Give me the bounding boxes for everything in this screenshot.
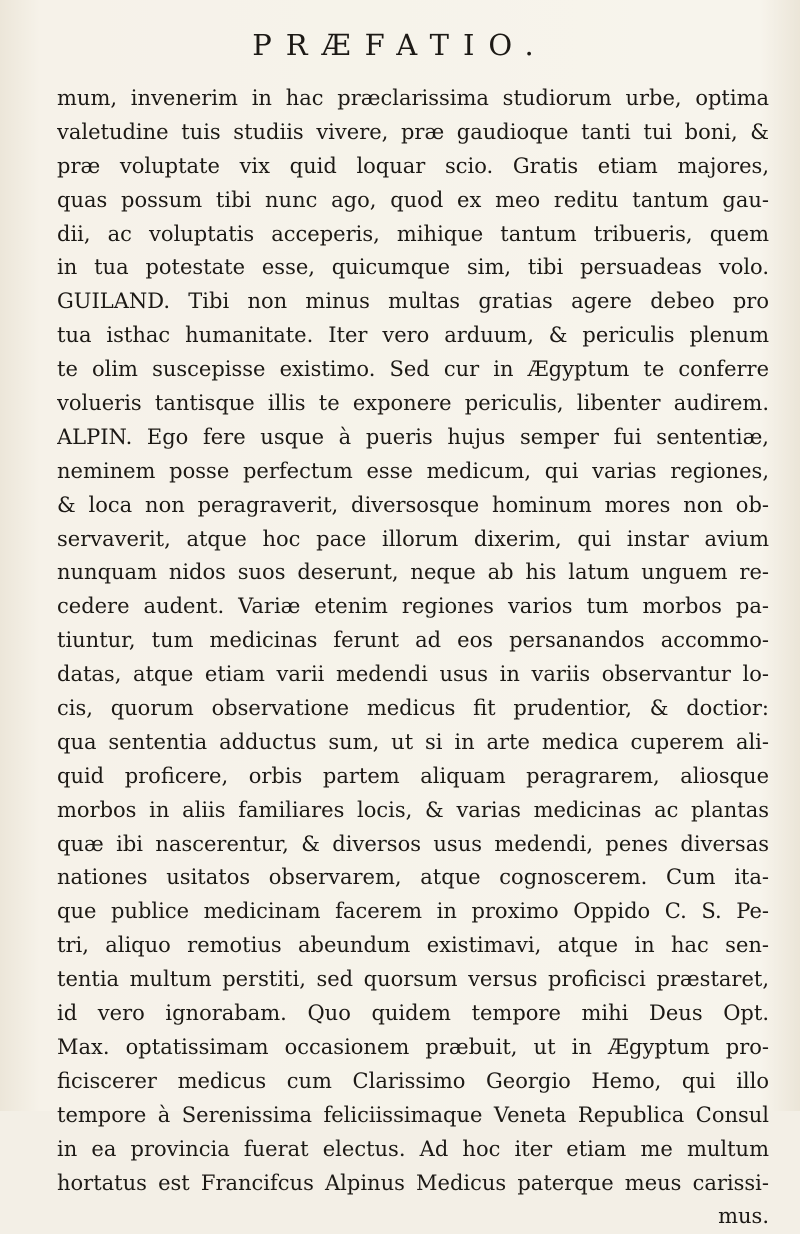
- text-line: in tua potestate esse, quicumque sim, tibi persuadeas volo.: [57, 255, 769, 280]
- text-line: præ voluptate vix quid loquar scio. Gratis etiam majores,: [57, 153, 769, 178]
- body-text: [57, 82, 769, 1234]
- text-line: hortatus est Francifcus Alpinus Medicus paterque meus carissi-: [57, 1170, 769, 1195]
- text-line: tri, aliquo remotius abeundum existimavi, atque in hac sen-: [57, 933, 769, 958]
- text-line: qua sententia adductus sum, ut si in arte medica cuperem ali-: [57, 729, 769, 754]
- text-line: volueris tantisque illis te exponere periculis, libenter audirem.: [57, 391, 769, 416]
- text-line: nationes usitatos observarem, atque cognoscerem. Cum ita-: [57, 865, 769, 890]
- text-line: cedere audent. Variæ etenim regiones varios tum morbos pa-: [57, 594, 769, 619]
- text-line: id vero ignorabam. Quo quidem tempore mihi Deus Opt.: [57, 1001, 769, 1026]
- text-line: GUILAND. Tibi non minus multas gratias agere debeo pro: [57, 289, 769, 314]
- text-line: cis, quorum observatione medicus fit prudentior, & doctior:: [57, 696, 769, 721]
- text-line: ficiscerer medicus cum Clarissimo Georgio Hemo, qui illo: [57, 1068, 769, 1093]
- text-line: dii, ac voluptatis acceperis, mihique tantum tribueris, quem: [57, 221, 769, 246]
- text-line: morbos in aliis familiares locis, & varias medicinas ac plantas: [57, 797, 769, 822]
- text-line: que publice medicinam facerem in proximo Oppido C. S. Pe-: [57, 899, 769, 924]
- text-line: mus.: [718, 1204, 769, 1229]
- text-line: tentia multum perstiti, sed quorsum versus proficisci præstaret,: [57, 967, 769, 992]
- text-line: & loca non peragraverit, diversosque hominum mores non ob-: [57, 492, 769, 517]
- text-line: quas possum tibi nunc ago, quod ex meo reditu tantum gau-: [57, 187, 769, 212]
- text-line: Max. optatissimam occasionem præbuit, ut in Ægyptum pro-: [57, 1034, 769, 1059]
- text-line: servaverit, atque hoc pace illorum dixerim, qui instar avium: [57, 526, 769, 551]
- text-line: tempore à Serenissima feliciissimaque Veneta Republica Consul: [57, 1102, 769, 1127]
- text-line: quæ ibi nascerentur, & diversos usus medendi, penes diversas: [57, 831, 769, 856]
- text-line: datas, atque etiam varii medendi usus in variis observantur lo-: [57, 662, 769, 687]
- text-line: te olim suscepisse existimo. Sed cur in Ægyptum te conferre: [57, 357, 769, 382]
- text-line: ALPIN. Ego fere usque à pueris hujus semper fui sententiæ,: [57, 424, 769, 449]
- text-line: neminem posse perfectum esse medicum, qui varias regiones,: [57, 458, 769, 483]
- running-title: PRÆFATIO.: [252, 28, 548, 62]
- text-line: nunquam nidos suos deserunt, neque ab his latum unguem re-: [57, 560, 769, 585]
- text-line: valetudine tuis studiis vivere, præ gaudioque tanti tui boni, &: [57, 119, 769, 144]
- text-line: tiuntur, tum medicinas ferunt ad eos persanandos accommo-: [57, 628, 769, 653]
- text-line: tua isthac humanitate. Iter vero arduum, & periculis plenum: [57, 323, 769, 348]
- text-line: in ea provincia fuerat electus. Ad hoc iter etiam me multum: [57, 1136, 769, 1161]
- text-line: quid proficere, orbis partem aliquam peragrarem, aliosque: [57, 763, 769, 788]
- text-line: mum, invenerim in hac præclarissima studiorum urbe, optima: [57, 86, 769, 110]
